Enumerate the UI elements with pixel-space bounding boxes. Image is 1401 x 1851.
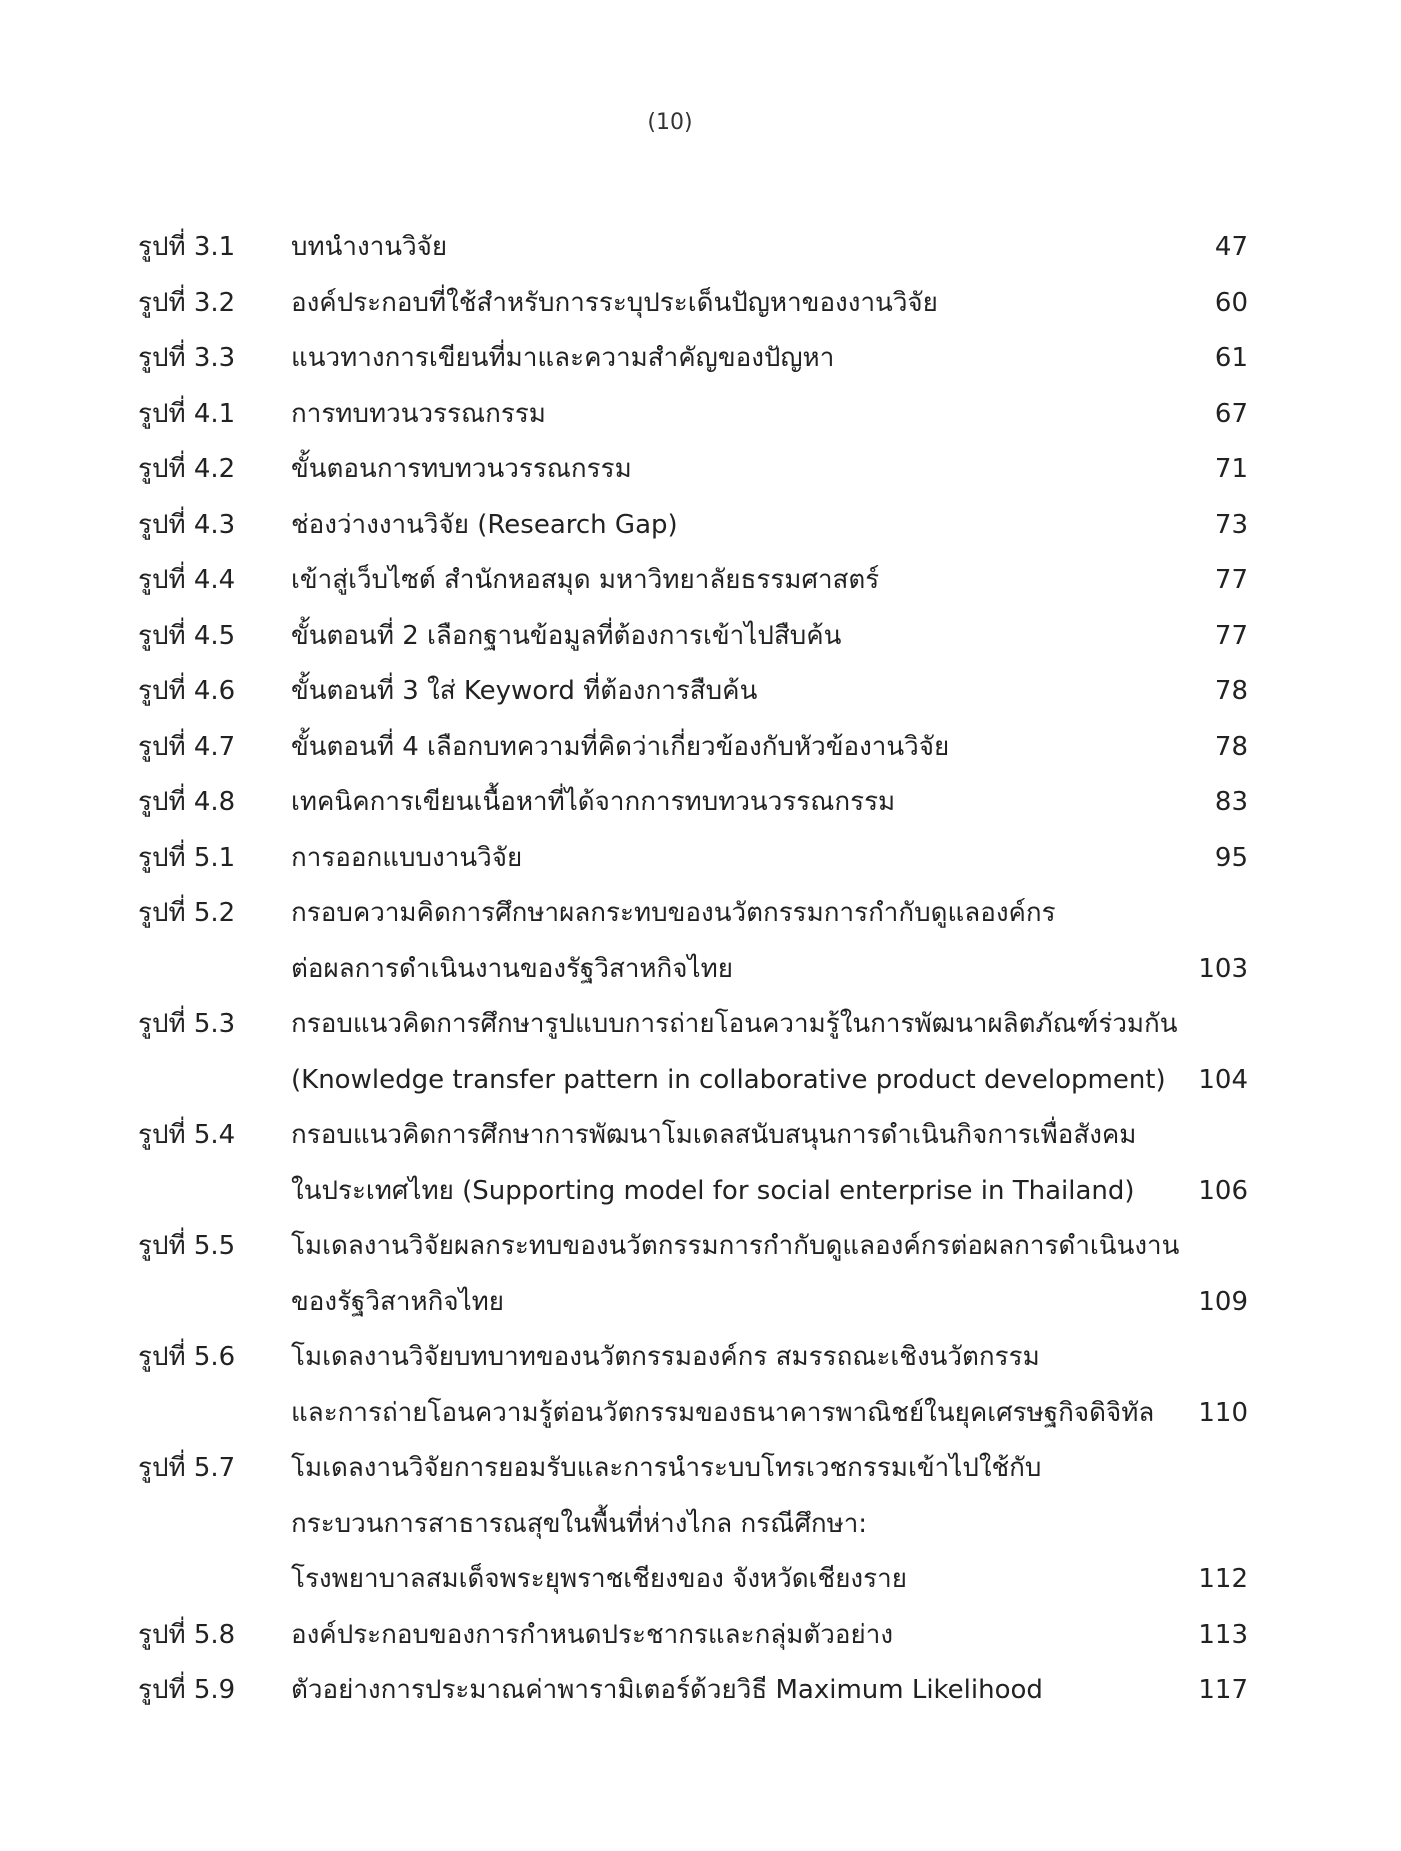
page-ref: 77 — [1214, 620, 1248, 651]
figure-caption — [291, 1663, 1248, 1719]
figure-label: รูปที่ 5.7 — [138, 1453, 236, 1483]
toc-entry — [138, 1108, 1248, 1219]
page-ref: 73 — [1214, 509, 1248, 540]
figure-caption — [291, 331, 1248, 387]
figure-label: รูปที่ 4.2 — [138, 454, 236, 484]
caption-line — [291, 1330, 1248, 1386]
toc-entry — [138, 220, 1248, 276]
page-ref: 95 — [1214, 842, 1248, 873]
toc-entry — [138, 775, 1248, 831]
figure-label: รูปที่ 4.6 — [138, 676, 236, 706]
figure-label: รูปที่ 3.3 — [138, 343, 236, 373]
caption-text: ต่อผลการดำเนินงานของรัฐวิสาหกิจไทย — [291, 953, 733, 984]
toc-entry — [138, 664, 1248, 720]
toc-entry — [138, 1219, 1248, 1330]
figure-caption — [291, 886, 1248, 997]
figure-label: รูปที่ 5.2 — [138, 898, 236, 928]
caption-text: บทนำงานวิจัย — [291, 232, 448, 262]
figure-caption — [291, 775, 1248, 831]
figure-label: รูปที่ 5.5 — [138, 1231, 236, 1261]
toc-entry — [138, 387, 1248, 443]
caption-text: โมเดลงานวิจัยผลกระทบของนวัตกรรมการกำกับดูแลองค์กรต่อผลการดำเนินงาน — [291, 1231, 1180, 1261]
toc-entry — [138, 720, 1248, 776]
toc-entry — [138, 1330, 1248, 1441]
caption-text: กระบวนการสาธารณสุขในพื้นที่ห่างไกล กรณีศึกษา: — [291, 1508, 868, 1539]
toc-entry — [138, 442, 1248, 498]
caption-text: กรอบแนวคิดการศึกษารูปแบบการถ่ายโอนความรู้ในการพัฒนาผลิตภัณฑ์ร่วมกัน — [291, 1009, 1178, 1039]
figure-caption — [291, 220, 1248, 276]
figure-label: รูปที่ 5.6 — [138, 1342, 236, 1372]
figure-label: รูปที่ 4.1 — [138, 398, 236, 429]
toc-entry — [138, 331, 1248, 387]
caption-line — [291, 1108, 1248, 1164]
toc-entry — [138, 1608, 1248, 1664]
page-ref: 109 — [1198, 1286, 1248, 1317]
caption-line — [291, 1053, 1248, 1109]
figure-label: รูปที่ 5.4 — [138, 1120, 236, 1150]
figure-caption — [291, 831, 1248, 887]
caption-text: และการถ่ายโอนความรู้ต่อนวัตกรรมของธนาคารพาณิชย์ในยุคเศรษฐกิจดิจิทัล — [291, 1397, 1155, 1428]
page-ref: 67 — [1214, 398, 1248, 429]
figure-caption — [291, 498, 1248, 554]
caption-line — [291, 1386, 1248, 1442]
caption-text: ช่องว่างงานวิจัย (Research Gap) — [291, 509, 678, 540]
caption-text: โรงพยาบาลสมเด็จพระยุพราชเชียงของ จังหวัดเชียงราย — [291, 1564, 907, 1594]
page-ref: 104 — [1198, 1064, 1248, 1095]
caption-line — [291, 442, 1248, 498]
figure-caption — [291, 276, 1248, 332]
toc-entry — [138, 997, 1248, 1108]
caption-text: ในประเทศไทย (Supporting model for social enterprise in Thailand) — [291, 1175, 1135, 1206]
caption-text: กรอบแนวคิดการศึกษาการพัฒนาโมเดลสนับสนุนการดำเนินกิจการเพื่อสังคม — [291, 1120, 1137, 1150]
caption-text: การทบทวนวรรณกรรม — [291, 398, 546, 429]
caption-line — [291, 886, 1248, 942]
figure-caption — [291, 1330, 1248, 1441]
page-ref: 60 — [1214, 287, 1248, 318]
caption-line — [291, 1497, 1248, 1553]
caption-text: องค์ประกอบของการกำหนดประชากรและกลุ่มตัวอย่าง — [291, 1619, 894, 1650]
figure-label: รูปที่ 3.2 — [138, 287, 236, 318]
caption-line — [291, 831, 1248, 887]
caption-text: ขั้นตอนที่ 4 เลือกบทความที่คิดว่าเกี่ยวข้องกับหัวข้องานวิจัย — [291, 731, 950, 762]
caption-line — [291, 720, 1248, 776]
figure-caption — [291, 442, 1248, 498]
caption-text: กรอบความคิดการศึกษาผลกระทบของนวัตกรรมการกำกับดูแลองค์กร — [291, 898, 1056, 928]
caption-line — [291, 1275, 1248, 1331]
toc-entry — [138, 886, 1248, 997]
caption-line — [291, 1164, 1248, 1220]
caption-text: การออกแบบงานวิจัย — [291, 842, 523, 873]
caption-text: เข้าสู่เว็บไซต์ สำนักหอสมุด มหาวิทยาลัยธรรมศาสตร์ — [291, 565, 880, 595]
figure-label: รูปที่ 4.8 — [138, 787, 236, 817]
page-ref: 78 — [1214, 676, 1248, 706]
caption-line — [291, 220, 1248, 276]
figure-caption — [291, 720, 1248, 776]
figure-caption — [291, 387, 1248, 443]
caption-text: ขั้นตอนการทบทวนวรรณกรรม — [291, 454, 632, 484]
page-number: (10) — [647, 110, 693, 135]
figure-label: รูปที่ 5.9 — [138, 1675, 236, 1705]
figure-caption — [291, 609, 1248, 665]
figure-label: รูปที่ 4.7 — [138, 731, 236, 762]
figure-label: รูปที่ 3.1 — [138, 232, 236, 262]
toc-entry — [138, 498, 1248, 554]
figure-caption — [291, 1108, 1248, 1219]
caption-line — [291, 997, 1248, 1053]
page-ref: 103 — [1198, 953, 1248, 984]
caption-text: ตัวอย่างการประมาณค่าพารามิเตอร์ด้วยวิธี Maximum Likelihood — [291, 1675, 1043, 1705]
figure-label: รูปที่ 5.8 — [138, 1619, 236, 1650]
figure-label: รูปที่ 4.3 — [138, 509, 236, 540]
caption-line — [291, 1663, 1248, 1719]
caption-text: องค์ประกอบที่ใช้สำหรับการระบุประเด็นปัญหาของงานวิจัย — [291, 287, 938, 318]
toc-entry — [138, 609, 1248, 665]
figure-caption — [291, 553, 1248, 609]
page-ref: 71 — [1214, 454, 1248, 484]
caption-text: (Knowledge transfer pattern in collaborative product development) — [291, 1064, 1166, 1095]
caption-line — [291, 942, 1248, 998]
caption-line — [291, 387, 1248, 443]
caption-line — [291, 276, 1248, 332]
figure-label: รูปที่ 4.4 — [138, 565, 236, 595]
caption-line — [291, 498, 1248, 554]
toc-entry — [138, 831, 1248, 887]
page-ref: 117 — [1198, 1675, 1248, 1705]
toc-entry — [138, 1441, 1248, 1608]
page-ref: 77 — [1214, 565, 1248, 595]
toc-entry — [138, 1663, 1248, 1719]
caption-line — [291, 1219, 1248, 1275]
caption-text: เทคนิคการเขียนเนื้อหาที่ได้จากการทบทวนวรรณกรรม — [291, 787, 896, 817]
caption-text: ของรัฐวิสาหกิจไทย — [291, 1286, 505, 1317]
figure-caption — [291, 1441, 1248, 1608]
figure-caption — [291, 664, 1248, 720]
page-ref: 112 — [1198, 1564, 1248, 1594]
figure-caption — [291, 1219, 1248, 1330]
caption-text: ขั้นตอนที่ 3 ใส่ Keyword ที่ต้องการสืบค้น — [291, 676, 758, 706]
caption-line — [291, 664, 1248, 720]
figure-label: รูปที่ 5.3 — [138, 1009, 236, 1039]
toc-entry — [138, 553, 1248, 609]
caption-text: ขั้นตอนที่ 2 เลือกฐานข้อมูลที่ต้องการเข้าไปสืบค้น — [291, 620, 842, 651]
figure-label: รูปที่ 5.1 — [138, 842, 236, 873]
figure-caption — [291, 997, 1248, 1108]
caption-line — [291, 331, 1248, 387]
caption-line — [291, 1608, 1248, 1664]
figure-label: รูปที่ 4.5 — [138, 620, 236, 651]
page-ref: 83 — [1214, 787, 1248, 817]
caption-line — [291, 553, 1248, 609]
page-ref: 78 — [1214, 731, 1248, 762]
page-ref: 61 — [1214, 343, 1248, 373]
caption-line — [291, 1552, 1248, 1608]
caption-line — [291, 775, 1248, 831]
caption-line — [291, 1441, 1248, 1497]
figure-caption — [291, 1608, 1248, 1664]
page-ref: 113 — [1198, 1619, 1248, 1650]
caption-text: แนวทางการเขียนที่มาและความสำคัญของปัญหา — [291, 343, 835, 373]
caption-line — [291, 609, 1248, 665]
page-ref: 47 — [1214, 232, 1248, 262]
caption-text: โมเดลงานวิจัยบทบาทของนวัตกรรมองค์กร สมรรถณะเชิงนวัตกรรม — [291, 1342, 1040, 1372]
page-ref: 110 — [1198, 1397, 1248, 1428]
page-ref: 106 — [1198, 1175, 1248, 1206]
list-of-figures — [138, 220, 1248, 1719]
toc-entry — [138, 276, 1248, 332]
caption-text: โมเดลงานวิจัยการยอมรับและการนำระบบโทรเวชกรรมเข้าไปใช้กับ — [291, 1453, 1042, 1483]
